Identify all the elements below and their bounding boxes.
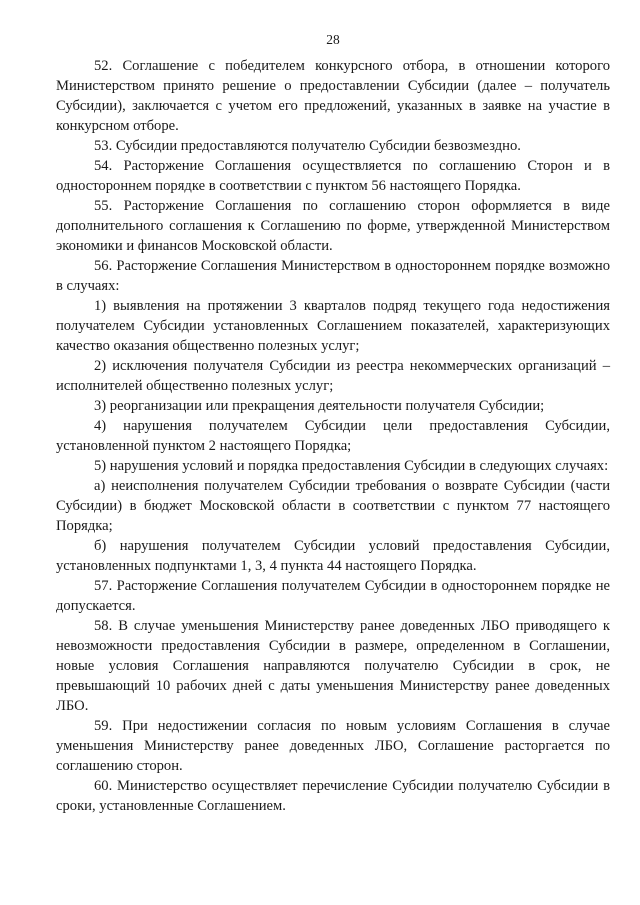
paragraph-56-item-1: 1) выявления на протяжении 3 кварталов подряд текущего года недостижения получателем Субсидии установленных Соглашением показателей, характеризующих качество оказания общественно полезных услуг; (56, 298, 610, 354)
paragraph-58: 58. В случае уменьшения Министерству ранее доведенных ЛБО приводящего к невозможности предоставления Субсидии в размере, определенном в Соглашении, новые условия Соглашения направляются получателю Субсидии в срок, не превышающий 10 рабочих дней с даты уменьшения Министерству ранее доведенных ЛБО. (56, 618, 610, 714)
paragraph-56-item-5a: а) неисполнения получателем Субсидии требования о возврате Субсидии (части Субсидии) в бюджет Московской области в соответствии с пунктом 77 настоящего Порядка; (56, 478, 610, 534)
paragraph-53: 53. Субсидии предоставляются получателю Субсидии безвозмездно. (94, 138, 521, 154)
paragraph-60: 60. Министерство осуществляет перечисление Субсидии получателю Субсидии в сроки, установленные Соглашением. (56, 778, 610, 814)
paragraph-57: 57. Расторжение Соглашения получателем Субсидии в одностороннем порядке не допускается. (56, 578, 610, 614)
paragraph-56-item-5b: б) нарушения получателем Субсидии условий предоставления Субсидии, установленных подпунктами 1, 3, 4 пункта 44 настоящего Порядка. (56, 538, 610, 574)
paragraph-55: 55. Расторжение Соглашения по соглашению сторон оформляется в виде дополнительного соглашения к Соглашению по форме, утвержденной Министерством экономики и финансов Московской области. (56, 198, 610, 254)
paragraph-54: 54. Расторжение Соглашения осуществляется по соглашению Сторон и в одностороннем порядке в соответствии с пунктом 56 настоящего Порядка. (56, 158, 610, 194)
paragraph-56-item-3: 3) реорганизации или прекращения деятельности получателя Субсидии; (94, 398, 545, 414)
paragraph-56-item-4: 4) нарушения получателем Субсидии цели предоставления Субсидии, установленной пунктом 2 настоящего Порядка; (56, 418, 610, 454)
document-page (56, 30, 610, 816)
page-number: 28 (326, 32, 340, 47)
paragraph-56: 56. Расторжение Соглашения Министерством в одностороннем порядке возможно в случаях: (56, 258, 610, 294)
paragraph-59: 59. При недостижении согласия по новым условиям Соглашения в случае уменьшения Министерству ранее доведенных ЛБО, Соглашение расторгается по соглашению сторон. (56, 718, 610, 774)
paragraph-56-item-5: 5) нарушения условий и порядка предоставления Субсидии в следующих случаях: (94, 458, 609, 474)
paragraph-52: 52. Соглашение с победителем конкурсного отбора, в отношении которого Министерством принято решение о предоставлении Субсидии (далее – получатель Субсидии), заключается с учетом его предложений, указанных в заявке на участие в конкурсном отборе. (56, 58, 610, 134)
paragraph-56-item-2: 2) исключения получателя Субсидии из реестра некоммерческих организаций – исполнителей общественно полезных услуг; (56, 358, 610, 394)
